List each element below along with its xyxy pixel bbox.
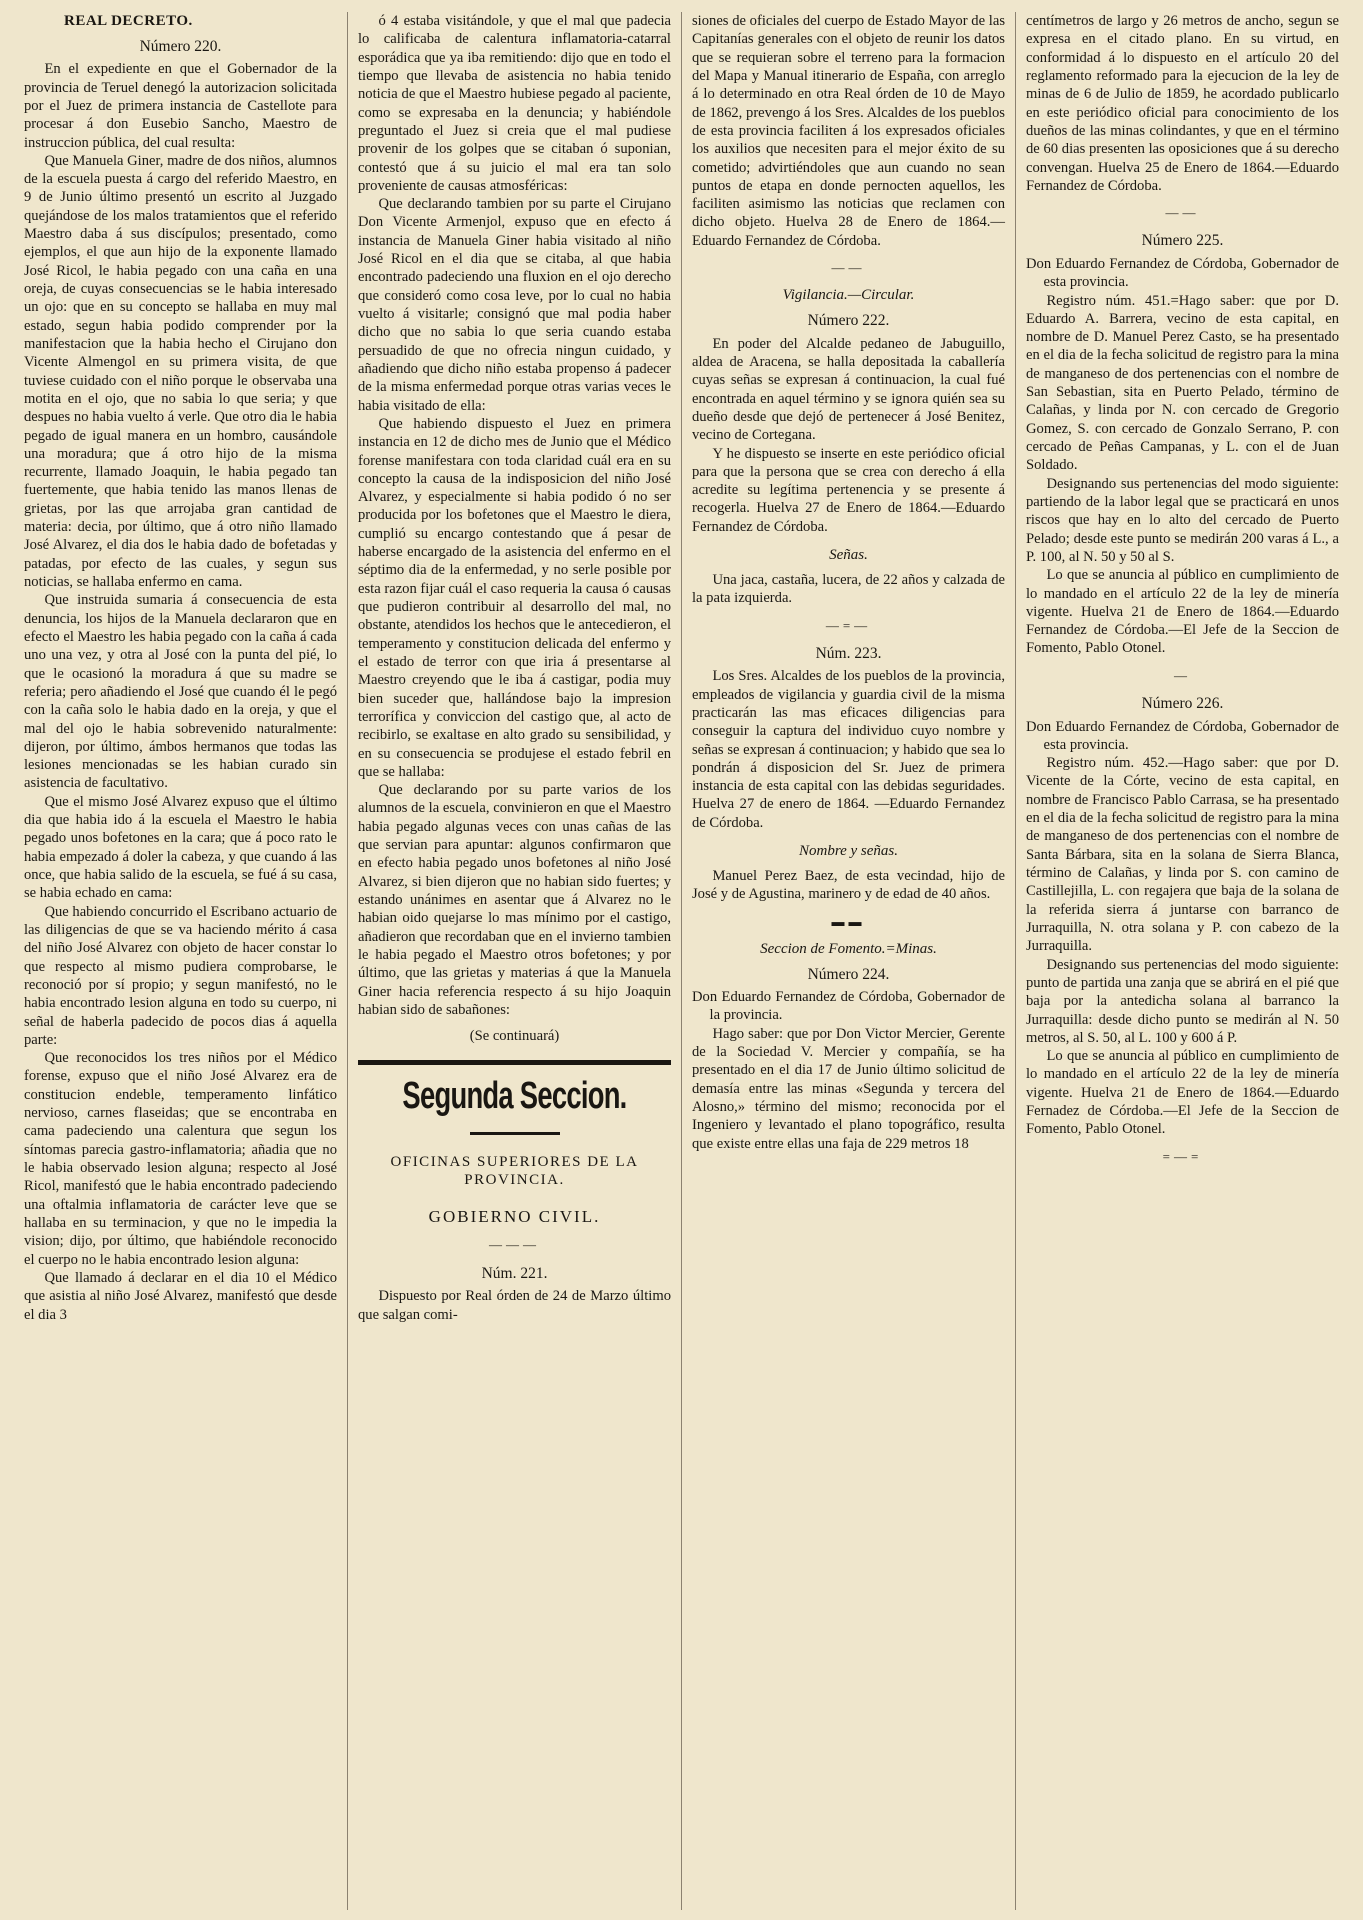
paragraph: Designando sus pertenencias del modo siguiente: punto de partida una zanja que se abrirá en el pié que baja por la antedicha solana al barranco la Jurraquilla: desde dicho punto se medirán al N. 50 metros, al S. 50, al L. 100 y 600 á P. (1026, 956, 1339, 1046)
paragraph: Una jaca, castaña, lucera, de 22 años y calzada de la pata izquierda. (692, 571, 1005, 607)
paragraph: Designando sus pertenencias del modo siguiente: partiendo de la labor legal que se practicará en unos riscos que hay en lo alto del cercado de Puerto Pelado; desde este punto se medirán 200 varas á L., a P. 100, al N. 50 y 50 al S. (1026, 475, 1339, 565)
section-title: Segunda Seccion. (402, 1074, 627, 1117)
column-2 (347, 12, 681, 1910)
paragraph: Que el mismo José Alvarez expuso que el último dia que habia ido á la escuela el Maestro le habia pegado unos bofetones en la cara; que á poco rato le habia empezado á doler la cabeza, y que cuando á las once, que habia salido de la escuela, se fué á su casa, se habia echado en cama: (24, 793, 337, 902)
notice-number: Núm. 223. (815, 644, 882, 662)
paragraph: Que Manuela Giner, madre de dos niños, alumnos de la escuela puesta á cargo del referido Maestro, en 9 de Junio último presentó un escrito al Juzgado quejándose de los malos tratamientos que el referido Maestro daba á sus discípulos; presentado, como ejemplos, el que aun hijo de la exponente llamado José Ricol, le habia pegado con una caña en una oreja, de cuyas consecuencias se le habia interesado un ojo: que en su concepto se hallaba en muy mal estado, segun habia podido comprender por la manifestacion que la habia hecho el Cirujano don Vicente Almengol en su primera visita, de que tuviese cuidado con el niño porque le observaba una motita en el ojo, que no sabia lo que seria; y que despues no habia vuelto á verle. Que otro dia le habia pegado de igual manera en un hombro, causándole una moradura; que á otro hijo de la misma recurrente, llamado Joaquin, le habia pegado tan fuertemente, que habia tenido las manos llenas de grietas, por las que arrojaba gran cantidad de materia: decia, por último, que á otro niño llamado José Alvarez, el dia dos le habia dado de bofetadas y patadas, por efecto de las cuales, y segun sus noticias, se hallaba enfermo en cama. (24, 152, 337, 590)
dash-separator: —— (831, 260, 866, 276)
paragraph: En el expediente en que el Gobernador de la provincia de Teruel denegó la autorizacion solicitada por el Juez de primera instancia de Castellote para procesar á don Eusebio Sancho, Maestro de instruccion pública, del cual resulta: (24, 61, 337, 151)
fomento-heading: Seccion de Fomento.=Minas. (760, 940, 937, 957)
paragraph: En poder del Alcalde pedaneo de Jabuguillo, aldea de Aracena, se halla depositada la caballería cuyas señas se expresan á continuacion, la cual fué encontrada en aquel término y se ignora quién sea su dueño desde que dejó de pertenecer á José Benitez, vecino de Cortegana. (692, 335, 1005, 444)
to-be-continued: (Se continuará) (469, 1028, 560, 1045)
paragraph: Lo que se anuncia al público en cumplimiento de lo mandado en el artículo 22 de la ley de minería vigente. Huelva 21 de Enero de 1864.—Eduardo Fernandez de Córdoba.—El Jefe de la Seccion de Fomento, Pablo Otonel. (1026, 567, 1339, 657)
governor-heading: Don Eduardo Fernandez de Córdoba, Gobernador de esta provincia. (1026, 718, 1339, 753)
oficinas-heading: OFICINAS SUPERIORES DE LA PROVINCIA. (390, 1153, 639, 1189)
paragraph: Que habiendo dispuesto el Juez en primera instancia en 12 de dicho mes de Junio que el Médico forense manifestara con toda claridad cuál era en su concepto la causa de la indisposicion del niño José Alvarez, y especialmente si habia podido ó no ser producida por los bofetones que el Maestro le diera, cumplió su encargo contestando que á pesar de haberse encargado de la asistencia del enfermo en el séptimo dia de la enfermedad, y no serle posible por esta razon fijar cuál el caso requeria la causa ó causas que pudieron contribuir al desarrollo del mal, no obstante, atendidos los hechos que le antecedieron, el temperamento y constitucion delicada del enfermo y el estado de terror con que iria á presentarse al Maestro creyendo que le iba á castigar, podia muy bien suceder que, hallándose bajo la impresion terrorífica y conviccion del castigo que, al acto de recibirlo, se exaltase en alto grado su sensibilidad, y en su consecuencia se produjese el estado febril en que se hallaba: (358, 415, 671, 780)
paragraph: Que llamado á declarar en el dia 10 el Médico que asistia al niño José Alvarez, manifestó que desde el dia 3 (24, 1269, 337, 1323)
notice-number: Número 225. (1141, 232, 1224, 250)
dash-separator: ▬▬ (831, 913, 866, 929)
paragraph: Lo que se anuncia al público en cumplimiento de lo mandado en el artículo 22 de la ley de minería vigente. Huelva 21 de Enero de 1864.—Eduardo Fernadez de Córdoba.—El Jefe de la Seccion de Fomento, Pablo Otonel. (1026, 1048, 1339, 1138)
notice-number: Número 226. (1141, 695, 1224, 713)
paragraph: Registro núm. 451.=Hago saber: que por D. Eduardo A. Barrera, vecino de esta capital, en nombre de D. Manuel Perez Casto, se ha presentado en el dia de la fecha solicitud de registro para la mina de manganeso de dos pertenencias con el nombre de San Sebastian, sita en Puerto Pelado, término de Calañas, y linda por N. con cercado de Gregorio Gomez, S. con cercado de Gonzalo Serrano, P. con cercado de Peñas Campanas, y L. con el de Juan Soldado. (1026, 292, 1339, 474)
column-1 (14, 12, 347, 1910)
paragraph: Que declarando por su parte varios de los alumnos de la escuela, convinieron en que el Maestro habia pegado algunas veces con unas cañas de las que servian para apuntar: algunos confirmaron que en efecto habia pegado unos bofetones al niño José Alvarez, si bien dijeron que no habian sido fuertes; y estando unánimes en asentar que á Alvarez no le habian oido quejarse lo mas mínimo por el castigo, añadieron que recordaban que en el invierno tambien le habia pegado el Maestro otros bofetones; y por último, que las grietas y materias á que la Manuela Giner hacia referencia respecto á su hijo Joaquin habian sido de sabañones: (358, 782, 671, 1018)
decree-number: Número 220. (139, 37, 222, 55)
senas-heading: Señas. (829, 547, 868, 564)
section-divider (358, 1060, 671, 1065)
paragraph: siones de oficiales del cuerpo de Estado Mayor de las Capitanías generales con el objeto de reunir los datos que se requieran sobre el terreno para la formacion del Mapa y Manual itinerario de España, con arreglo á lo determinado en otra Real órden de 10 de Mayo de 1862, prevengo á los Sres. Alcaldes de los pueblos de esta provincia faciliten á los expresados oficiales los auxilios que necesiten para el mejor éxito de su cometido; advirtiéndoles que aun cuando no sean puntos de etapa en donde pernocten aquellos, les faciliten asimismo las noticias que reclamen con dicho objeto. Huelva 28 de Enero de 1864.—Eduardo Fernandez de Córdoba. (692, 13, 1005, 249)
paragraph: Dispuesto por Real órden de 24 de Marzo último que salgan comi- (358, 1288, 671, 1323)
column-3 (681, 12, 1015, 1910)
paragraph: Hago saber: que por Don Victor Mercier, Gerente de la Sociedad V. Mercier y compañía, se ha presentado en el dia 17 de Junio último solicitud de demasía entre las minas «Segunda y tercera del Alosno,» término del mismo; reconocida por el Ingeniero y levantado el plano topográfico, resulta que existe entre ellas una faja de 229 metros 18 (692, 1025, 1005, 1152)
dash-separator: — (1174, 667, 1191, 683)
paragraph: Que reconocidos los tres niños por el Médico forense, expuso que el niño José Alvarez era de constitucion endeble, temperamento linfático nervioso, carnes flaseidas; que se encontraba en cama padeciendo una calentura que segun los síntomas parecia gastro-inflamatoria; añadia que no le habia observado lesion alguna; respecto al José Ricol, manifestó que le habia encontrado padeciendo una oftalmia inflamatoria de carácter leve que se hallaba en su terminacion, y que no le impedia la vision; dijo, por último, que habiéndole reconocido el cuerpo no le habia encontrado lesion alguna: (24, 1050, 337, 1268)
governor-heading: Don Eduardo Fernandez de Córdoba, Gobernador de la provincia. (692, 989, 1005, 1024)
dash-separator: —— (1165, 205, 1200, 221)
section-header-real-decreto: REAL DECRETO. (64, 13, 193, 29)
gobierno-civil-heading: GOBIERNO CIVIL. (428, 1207, 601, 1227)
dash-separator: =—= (1162, 1148, 1203, 1164)
paragraph: centímetros de largo y 26 metros de ancho, segun se expresa en el citado plano. En su virtud, en conformidad á lo dispuesto en el artículo 20 del reglamento reformado para la ejecucion de la ley de minas de 6 de Julio de 1859, he acordado publicarlo en este periódico oficial para conocimiento de los dueños de las minas colindantes, y que en el término de 60 dias presenten las oposiciones que á su derecho convengan. Huelva 25 de Enero de 1864.—Eduardo Fernandez de Córdoba. (1026, 13, 1339, 194)
dash-separator: ——— (489, 1237, 540, 1253)
notice-number: Número 224. (807, 965, 890, 983)
governor-heading: Don Eduardo Fernandez de Córdoba, Gobernador de esta provincia. (1026, 255, 1339, 291)
paragraph: Registro núm. 452.—Hago saber: que por D. Vicente de la Córte, vecino de esta capital, en nombre de Francisco Pablo Carrasa, se ha presentado en el dia de la fecha solicitud de registro para la mina de manganeso de dos pertenencias con el nombre de Santa Bárbara, sita en la solana de Sierra Blanca, término de Calañas, y linda por S. con camino de Castillejilla, L. con regajera que baja de la solana de la referida sierra á juntarse con barranco de Jurraquilla, N. otra solana y P. con cabezo de la Jurraquilla. (1026, 755, 1339, 955)
column-4 (1015, 12, 1349, 1910)
paragraph: Que declarando tambien por su parte el Cirujano Don Vicente Armenjol, expuso que en efecto á instancia de Manuela Giner habia visitado al niño José Ricol en el dia que se citaba, al que habia encontrado padeciendo una fluxion en el ojo derecho que consideró como cosa leve, por lo cual no habia vuelto á visitarle; consignó que mal podia haber dicho que no sabia lo que seria cuando estaba persuadido de que no ofrecia ningun cuidado, y añadiendo que dicho niño estaba propenso á padecer de la misma enfermedad porque otras varias veces le habia visitado de ella: (358, 196, 671, 414)
vigilancia-heading: Vigilancia.—Circular. (782, 287, 915, 304)
notice-number: Número 222. (807, 312, 890, 330)
notice-number: Núm. 221. (481, 1264, 548, 1282)
nombre-senas-heading: Nombre y señas. (798, 843, 899, 860)
paragraph: Que instruida sumaria á consecuencia de esta denuncia, los hijos de la Manuela declararon que en efecto el Maestro les habia pegado con la caña á cada uno una vez, y otra al José con la punta del pié, lo que le ocasionó la moradura á que su madre se referia; pero añadiendo el José que cuando él le pegó con la caña solo le habia dado en la oreja, y que el mal del ojo le habia sobrevenido naturalmente: dijeron, por último, ámbos hermanos que todas las lesiones mencionadas se les habian curado sin asistencia de facultativo. (24, 592, 337, 792)
paragraph: ó 4 estaba visitándole, y que el mal que padecia lo calificaba de calentura inflamatoria-catarral esporádica que ya iba remitiendo: dijo que en todo el tiempo que llevaba de asistencia no habia tenido noticia de que el Maestro hubiese pegado al paciente, como se expresaba en la denuncia; y habiéndole preguntado el Juez si creia que el mal pudiese provenir de los golpes que se citaban ó suponian, contestó que á su juicio el mal era tan solo proveniente de causas atmosféricas: (358, 13, 671, 194)
paragraph: Y he dispuesto se inserte en este periódico oficial para que la persona que se crea con derecho á ella acredite su legítima pertenencia y se presente á recogerla. Huelva 27 de Enero de 1864.—Eduardo Fernandez de Córdoba. (692, 445, 1005, 535)
paragraph: Manuel Perez Baez, de esta vecindad, hijo de José y de Agustina, marinero y de edad de 40 años. (692, 867, 1005, 903)
ornament-rule (358, 1124, 671, 1142)
paragraph: Los Sres. Alcaldes de los pueblos de la provincia, empleados de vigilancia y guardia civil de la misma practicarán las mas eficaces diligencias para conseguir la captura del individuo cuyo nombre y señas se expresan á continuacion; y habido que sea lo pondrán á disposicion del Sr. Juez de primera instancia de esta capital con las debidas seguridades. Huelva 27 de enero de 1864. —Eduardo Fernandez de Córdoba. (692, 668, 1005, 831)
paragraph: Que habiendo concurrido el Escribano actuario de las diligencias de que se va haciendo mérito á casa del niño José Alvarez con objeto de hacer constar lo que respecto al mismo pudiera comprobarse, le reconoció por sí propio; y segun manifestó, no le habia encontrado lesion alguna en todo su cuerpo, ni señal de haberla padecido de pocos dias á aquella parte: (24, 903, 338, 1048)
dash-separator: —=— (825, 617, 872, 633)
